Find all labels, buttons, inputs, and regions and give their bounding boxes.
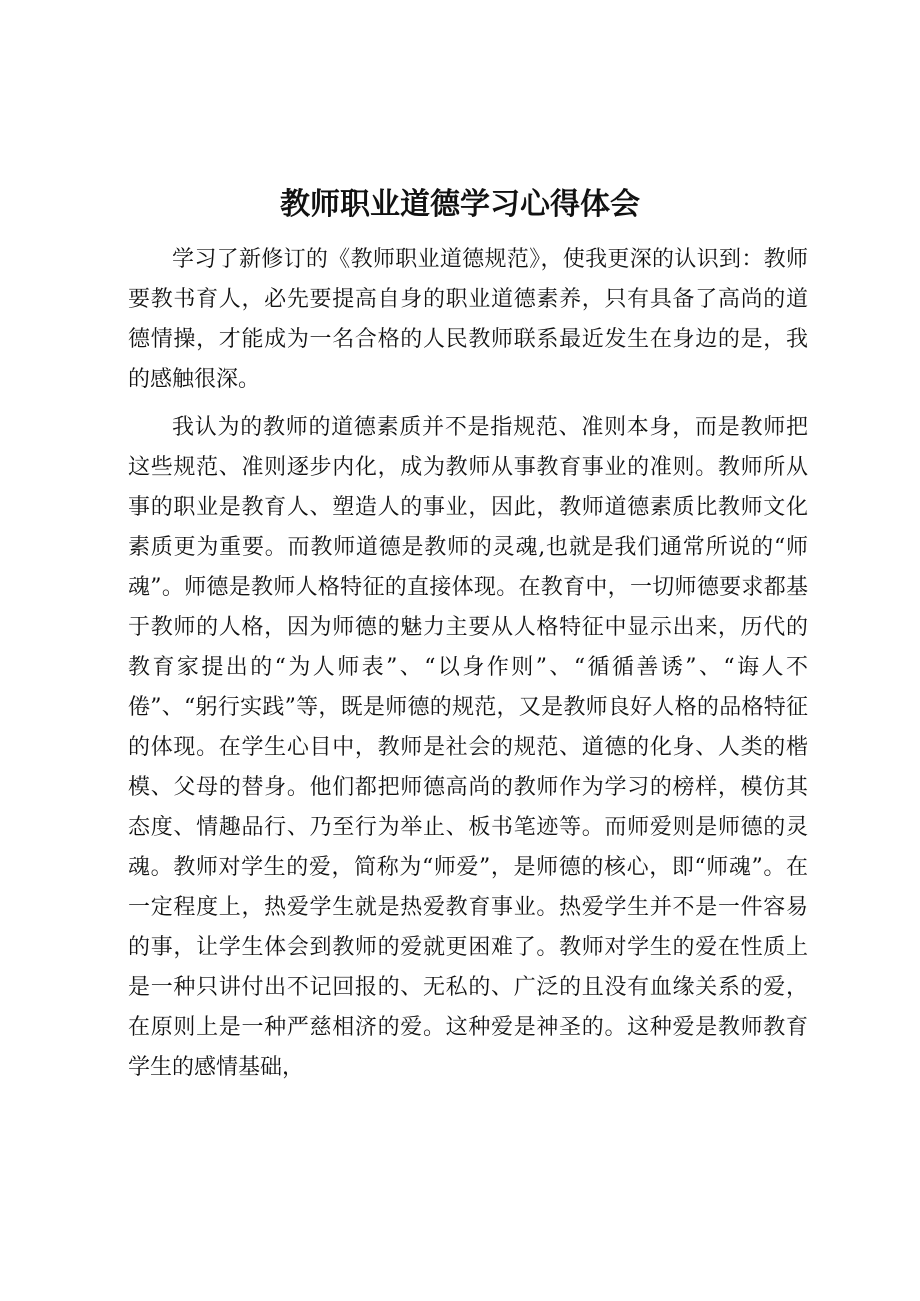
document-title: 教师职业道德学习心得体会 [280,187,640,222]
paragraph-intro: 学习了新修订的《教师职业道德规范》，使我更深的认识到：教师要教书育人，必先要提高自身的职业道德素养，只有具备了高尚的道德情操，才能成为一名合格的人民教师联系最近发生在身边的是，我的感触很深。 [128,247,808,392]
paragraph-main: 我认为的教师的道德素质并不是指规范、准则本身，而是教师把这些规范、准则逐步内化，成为教师从事教育事业的准则。教师所从事的职业是教育人、塑造人的事业，因此，教师道德素质比教师文化素质更为重要。而教师道德是教师的灵魂,也就是我们通常所说的“师魂”。师德是教师人格特征的直接体现。在教育中，一切师德要求都基于教师的人格，因为师德的魅力主要从人格特征中显示出来，历代的教育家提出的“为人师表”、“以身作则”、“循循善诱”、“诲人不倦”、“躬行实践”等，既是师德的规范，又是教师良好人格的品格特征的体现。在学生心目中，教师是社会的规范、道德的化身、人类的楷模、父母的替身。他们都把师德高尚的教师作为学习的榜样，模仿其态度、情趣品行、乃至行为举止、板书笔迹等。而师爱则是师德的灵魂。教师对学生的爱，简称为“师爱”，是师德的核心，即“师魂”。在一定程度上，热爱学生就是热爱教育事业。热爱学生并不是一件容易的事，让学生体会到教师的爱就更困难了。教师对学生的爱在性质上是一种只讲付出不记回报的、无私的、广泛的且没有血缘关系的爱，在原则上是一种严慈相济的爱。这种爱是神圣的。这种爱是教师教育学生的感情基础， [128,415,808,1080]
document-body [128,240,808,1096]
